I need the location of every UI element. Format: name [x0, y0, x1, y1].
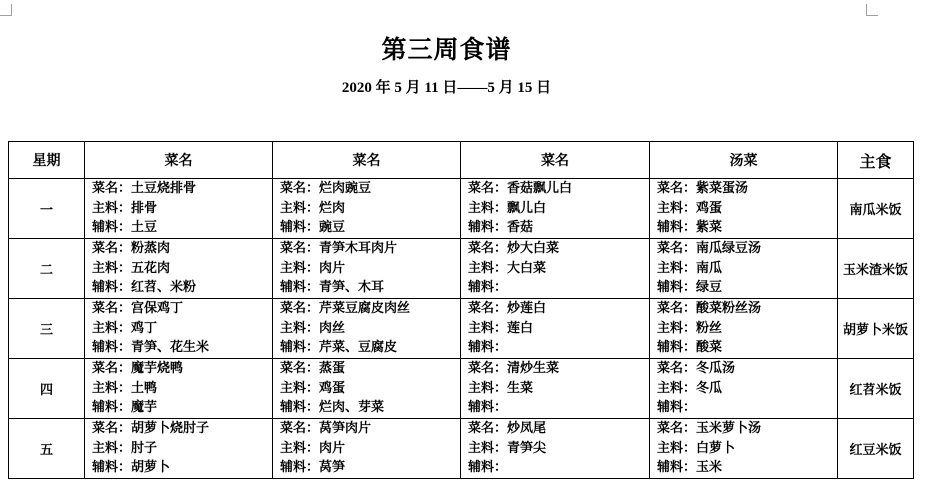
staple-cell: 玉米渣米饭: [838, 239, 914, 299]
dish-cell: [85, 179, 273, 239]
dish-cell: [273, 179, 461, 239]
dish-cell: [461, 419, 650, 479]
side-ingredient-line: 辅料：胡萝卜: [92, 460, 171, 476]
main-ingredient-line: 主料：鸡丁: [92, 320, 158, 336]
dish-cell: [461, 359, 650, 419]
side-ingredient-line: 辅料：: [468, 340, 508, 356]
dish-name-line: 菜名：粉蒸肉: [92, 241, 171, 257]
dish-cell: [273, 359, 461, 419]
dish-cell: [85, 299, 273, 359]
header-day: 星期: [9, 142, 85, 179]
main-ingredient-line: 主料：鸡蛋: [657, 200, 723, 216]
side-ingredient-line: 辅料：青笋、木耳: [280, 280, 385, 296]
main-ingredient-line: 主料：冬瓜: [657, 380, 723, 396]
dish-name-line: 菜名：炒大白菜: [468, 241, 560, 257]
main-ingredient-line: 主料：莲白: [468, 320, 534, 336]
main-ingredient-line: 主料：飘儿白: [468, 200, 547, 216]
table-row: [9, 299, 914, 359]
dish-name-line: 菜名：玉米萝卜汤: [657, 421, 762, 437]
main-ingredient-line: 主料：生菜: [468, 380, 534, 396]
side-ingredient-line: 辅料：红苕、米粉: [92, 280, 197, 296]
main-ingredient-line: 主料：肉片: [280, 260, 346, 276]
dish-name-line: 菜名：莴笋肉片: [280, 421, 372, 437]
page-title: 第三周食谱: [381, 35, 512, 64]
side-ingredient-line: 辅料：青笋、花生米: [92, 340, 210, 356]
main-ingredient-line: 主料：土鸭: [92, 380, 158, 396]
header-row: [9, 142, 914, 179]
dish-name-line: 菜名：炒凤尾: [468, 421, 547, 437]
dish-name-line: 菜名：芹菜豆腐皮肉丝: [280, 301, 411, 317]
side-ingredient-line: 辅料：: [468, 460, 508, 476]
main-ingredient-line: 主料：肘子: [92, 440, 158, 456]
dish-name-line: 菜名：香菇飘儿白: [468, 181, 573, 197]
main-ingredient-line: 主料：白萝卜: [657, 440, 736, 456]
side-ingredient-line: 辅料：: [468, 280, 508, 296]
main-ingredient-line: 主料：肉丝: [280, 320, 346, 336]
dish-cell: [461, 239, 650, 299]
dish-cell: [273, 419, 461, 479]
side-ingredient-line: 辅料：酸菜: [657, 340, 723, 356]
dish-name-line: 菜名：胡萝卜烧肘子: [92, 421, 210, 437]
soup-cell: [650, 419, 838, 479]
menu-table: [8, 141, 914, 479]
table-row: [9, 179, 914, 239]
weekday-cell: 一: [9, 179, 85, 239]
main-ingredient-line: 主料：肉片: [280, 440, 346, 456]
side-ingredient-line: 辅料：紫菜: [657, 220, 723, 236]
weekday-cell: 四: [9, 359, 85, 419]
dish-name-line: 菜名：宫保鸡丁: [92, 301, 184, 317]
side-ingredient-line: 辅料：烂肉、芽菜: [280, 400, 385, 416]
soup-cell: [650, 179, 838, 239]
dish-cell: [85, 419, 273, 479]
main-ingredient-line: 主料：南瓜: [657, 260, 723, 276]
table-row: [9, 419, 914, 479]
dish-name-line: 菜名：炒莲白: [468, 301, 547, 317]
staple-cell: 红苕米饭: [838, 359, 914, 419]
date-range: 2020 年 5 月 11 日——5 月 15 日: [341, 80, 552, 96]
dish-name-line: 菜名：青笋木耳肉片: [280, 241, 398, 257]
table-row: [9, 359, 914, 419]
dish-name-line: 菜名：紫菜蛋汤: [657, 181, 749, 197]
dish-cell: [273, 299, 461, 359]
side-ingredient-line: 辅料：土豆: [92, 220, 158, 236]
side-ingredient-line: 辅料：: [468, 400, 508, 416]
main-ingredient-line: 主料：粉丝: [657, 320, 723, 336]
staple-cell: 南瓜米饭: [838, 179, 914, 239]
dish-cell: [461, 179, 650, 239]
weekday-cell: 三: [9, 299, 85, 359]
weekday-cell: 二: [9, 239, 85, 299]
staple-cell: 胡萝卜米饭: [838, 299, 914, 359]
header-soup: 汤菜: [650, 142, 838, 179]
dish-name-line: 菜名：冬瓜汤: [657, 361, 736, 377]
dish-cell: [85, 239, 273, 299]
side-ingredient-line: 辅料：莴笋: [280, 460, 346, 476]
page-corner-mark: [0, 4, 12, 16]
dish-name-line: 菜名：酸菜粉丝汤: [657, 301, 762, 317]
dish-name-line: 菜名：土豆烧排骨: [92, 181, 197, 197]
soup-cell: [650, 239, 838, 299]
side-ingredient-line: 辅料：香菇: [468, 220, 534, 236]
side-ingredient-line: 辅料：玉米: [657, 460, 723, 476]
side-ingredient-line: 辅料：魔芋: [92, 400, 158, 416]
dish-cell: [273, 239, 461, 299]
header-dish: 菜名: [461, 142, 650, 179]
dish-cell: [461, 299, 650, 359]
header-dish: 菜名: [273, 142, 461, 179]
dish-name-line: 菜名：魔芋烧鸭: [92, 361, 184, 377]
main-ingredient-line: 主料：烂肉: [280, 200, 346, 216]
main-ingredient-line: 主料：五花肉: [92, 260, 171, 276]
side-ingredient-line: 辅料：绿豆: [657, 280, 723, 296]
page-corner-mark: [866, 4, 878, 16]
main-ingredient-line: 主料：排骨: [92, 200, 158, 216]
soup-cell: [650, 299, 838, 359]
dish-name-line: 菜名：烂肉豌豆: [280, 181, 372, 197]
dish-name-line: 菜名：南瓜绿豆汤: [657, 241, 762, 257]
side-ingredient-line: 辅料：芹菜、豆腐皮: [280, 340, 398, 356]
header-staple: 主食: [838, 142, 914, 179]
side-ingredient-line: 辅料：: [657, 400, 697, 416]
main-ingredient-line: 主料：大白菜: [468, 260, 547, 276]
soup-cell: [650, 359, 838, 419]
main-ingredient-line: 主料：鸡蛋: [280, 380, 346, 396]
side-ingredient-line: 辅料：豌豆: [280, 220, 346, 236]
table-row: [9, 239, 914, 299]
dish-cell: [85, 359, 273, 419]
weekday-cell: 五: [9, 419, 85, 479]
main-ingredient-line: 主料：青笋尖: [468, 440, 547, 456]
staple-cell: 红豆米饭: [838, 419, 914, 479]
dish-name-line: 菜名：蒸蛋: [280, 361, 346, 377]
header-dish: 菜名: [85, 142, 273, 179]
dish-name-line: 菜名：清炒生菜: [468, 361, 560, 377]
